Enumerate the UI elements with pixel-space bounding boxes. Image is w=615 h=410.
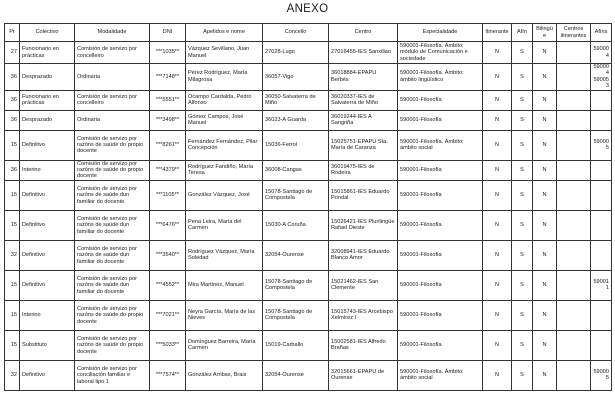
cell-dni: ***8261** (150, 130, 186, 160)
table-row (5, 240, 612, 270)
cell-concello: 36008-Cangas (263, 160, 329, 180)
cell-pr: 32 (5, 360, 20, 390)
table-row (5, 300, 612, 330)
cell-colectivo: Definitivo (20, 130, 75, 160)
cell-afins (591, 160, 612, 180)
cell-especialidade: 590001-Filosofía. Ámbito: módulo de Comunicación e sociedade (398, 42, 483, 64)
cell-apelidos-nome: Domínguez Barreira, María Carmen (186, 330, 263, 360)
header-afins: Afíns (591, 24, 612, 42)
cell-colectivo: Interino (20, 160, 75, 180)
cell-centros-itinerantes (557, 360, 591, 390)
cell-afin: S (512, 160, 533, 180)
cell-bilingue: N (533, 42, 557, 64)
cell-centros-itinerantes (557, 210, 591, 240)
cell-colectivo: Funcionario en prácticas (20, 90, 75, 110)
cell-afins (591, 300, 612, 330)
cell-colectivo: Definitivo (20, 360, 75, 390)
cell-centro: 15025751-EPAPU Sta. María de Caranza (329, 130, 398, 160)
cell-pr: 32 (5, 240, 20, 270)
header-afin: Afín (512, 24, 533, 42)
cell-dni: ***7021** (150, 300, 186, 330)
cell-modalidade: Comisión de servizo por razóns de saúde do propio docente (75, 160, 150, 180)
cell-bilingue: N (533, 90, 557, 110)
cell-itinerante: N (483, 300, 512, 330)
header-modalidade: Modalidade (75, 24, 150, 42)
cell-centro: 36020337-IES de Salvaterra de Miño (329, 90, 398, 110)
cell-modalidade: Comisión de servizo por razóns de saúde dun familiar do docente (75, 210, 150, 240)
cell-afins (591, 210, 612, 240)
cell-especialidade: 590001-Filosofía. Ámbito: ámbito social (398, 130, 483, 160)
cell-pr: 15 (5, 130, 20, 160)
cell-dni: ***5033** (150, 330, 186, 360)
cell-afin: S (512, 110, 533, 130)
cell-apelidos-nome: Pena Leira, María del Carmen (186, 210, 263, 240)
header-centros-itinerantes: Centros itinerantes (557, 24, 591, 42)
cell-colectivo: Desprazado (20, 110, 75, 130)
cell-especialidade: 590001-Filosofía (398, 210, 483, 240)
table-row (5, 270, 612, 300)
cell-especialidade: 590001-Filosofía (398, 90, 483, 110)
cell-concello: 15030-A Coruña (263, 210, 329, 240)
cell-colectivo: Substituto (20, 330, 75, 360)
cell-concello: 15078-Santiago de Compostela (263, 300, 329, 330)
cell-afin: S (512, 210, 533, 240)
cell-itinerante: N (483, 210, 512, 240)
cell-especialidade: 590001-Filosofía. Ámbito: ámbito social (398, 360, 483, 390)
cell-centro: 36018884-EPAPU Berbés (329, 64, 398, 91)
cell-colectivo: Desprazado (20, 64, 75, 91)
cell-apelidos-nome: Rodríguez Vázquez, María Soledad (186, 240, 263, 270)
cell-centro: 15021462-IES San Clemente (329, 270, 398, 300)
cell-especialidade: 590001-Filosofía (398, 160, 483, 180)
cell-modalidade: Comisión de servizo por concelleiro (75, 42, 150, 64)
cell-bilingue: N (533, 330, 557, 360)
cell-itinerante: N (483, 270, 512, 300)
cell-dni: ***1105** (150, 180, 186, 210)
cell-apelidos-nome: Mira Martínez, Manuel (186, 270, 263, 300)
page-title: ANEXO (286, 3, 329, 15)
cell-pr: 15 (5, 180, 20, 210)
cell-centros-itinerantes (557, 180, 591, 210)
cell-apelidos-nome: Ocampo Cardalda, Pedro Alfonso (186, 90, 263, 110)
cell-concello: 15078-Santiago de Compostela (263, 180, 329, 210)
cell-afin: S (512, 64, 533, 91)
table-header-row (5, 24, 612, 42)
cell-dni: ***5551** (150, 90, 186, 110)
cell-modalidade: Comisión de servizo por razóns de saúde dun familiar do docente (75, 180, 150, 210)
cell-apelidos-nome: González Vázquez, José (186, 180, 263, 210)
cell-centros-itinerantes (557, 300, 591, 330)
cell-afin: S (512, 240, 533, 270)
cell-centro: 36019244-IES A Sangriña (329, 110, 398, 130)
cell-colectivo: Interino (20, 300, 75, 330)
cell-itinerante: N (483, 130, 512, 160)
cell-apelidos-nome: González Arribas, Brais (186, 360, 263, 390)
header-apelidos-nome: Apelidos e nome (186, 24, 263, 42)
cell-apelidos-nome: Gómez Campos, José Manuel (186, 110, 263, 130)
cell-pr: 36 (5, 64, 20, 91)
cell-dni: ***3498** (150, 110, 186, 130)
cell-afin: S (512, 90, 533, 110)
cell-centros-itinerantes (557, 270, 591, 300)
header-pr: Pr (5, 24, 20, 42)
cell-afin: S (512, 180, 533, 210)
cell-dni: ***4552** (150, 270, 186, 300)
cell-bilingue: N (533, 180, 557, 210)
table-row (5, 42, 612, 64)
cell-concello: 36057-Vigo (263, 64, 329, 91)
cell-itinerante: N (483, 90, 512, 110)
table-row (5, 360, 612, 390)
cell-pr: 15 (5, 210, 20, 240)
table-row (5, 130, 612, 160)
cell-dni: ***1035** (150, 42, 186, 64)
cell-centros-itinerantes (557, 42, 591, 64)
cell-afin: S (512, 330, 533, 360)
table-row (5, 160, 612, 180)
cell-modalidade: Ordinaria (75, 64, 150, 91)
cell-dni: ***7574** (150, 360, 186, 390)
cell-colectivo: Definitivo (20, 210, 75, 240)
cell-modalidade: Comisión de servizo por razóns de saúde dun familiar do docente (75, 240, 150, 270)
cell-afin: S (512, 270, 533, 300)
cell-itinerante: N (483, 64, 512, 91)
cell-centro: 15002581-IES Alfredo Brañas (329, 330, 398, 360)
cell-centros-itinerantes (557, 130, 591, 160)
cell-centro: 15015743-IES Arcebispo Xelmírez I (329, 300, 398, 330)
cell-modalidade: Comisión de servizo por concelleiro (75, 90, 150, 110)
cell-colectivo: Definitivo (20, 240, 75, 270)
cell-itinerante: N (483, 110, 512, 130)
header-bilingue: Bilingüe (533, 24, 557, 42)
table-row (5, 90, 612, 110)
cell-afins: 590004 590053 (591, 64, 612, 91)
cell-concello: 27028-Lugo (263, 42, 329, 64)
cell-especialidade: 590001-Filosofía (398, 180, 483, 210)
cell-afins: 590005 (591, 130, 612, 160)
table-row (5, 180, 612, 210)
cell-afin: S (512, 360, 533, 390)
cell-concello: 32054-Ourense (263, 240, 329, 270)
cell-concello: 15078-Santiago de Compostela (263, 270, 329, 300)
cell-centros-itinerantes (557, 64, 591, 91)
cell-pr: 36 (5, 90, 20, 110)
cell-afins (591, 90, 612, 110)
cell-itinerante: N (483, 240, 512, 270)
cell-dni: ***4379** (150, 160, 186, 180)
cell-afins (591, 180, 612, 210)
cell-apelidos-nome: Fernández Fernández, Pilar Concepción (186, 130, 263, 160)
cell-especialidade: 590001-Filosofía (398, 300, 483, 330)
cell-concello: 36023-A Guarda (263, 110, 329, 130)
cell-especialidade: 590001-Filosofía (398, 330, 483, 360)
cell-afin: S (512, 130, 533, 160)
cell-afins (591, 110, 612, 130)
table-body (5, 42, 612, 391)
header-itinerante: Itinerante (483, 24, 512, 42)
cell-concello: 36050-Salvaterra de Miño (263, 90, 329, 110)
cell-centros-itinerantes (557, 160, 591, 180)
cell-centro: 15026421-IES Plurilingüe Rafael Dieste (329, 210, 398, 240)
cell-colectivo: Definitivo (20, 180, 75, 210)
cell-centros-itinerantes (557, 330, 591, 360)
cell-especialidade: 590001-Filosofía (398, 270, 483, 300)
cell-pr: 36 (5, 160, 20, 180)
cell-concello: 32054-Ourense (263, 360, 329, 390)
cell-pr: 36 (5, 110, 20, 130)
cell-afins (591, 240, 612, 270)
cell-concello: 15019-Carballo (263, 330, 329, 360)
cell-apelidos-nome: Vázquez Sevillano, Juan Manuel (186, 42, 263, 64)
cell-afins: 590004 (591, 42, 612, 64)
cell-bilingue: N (533, 130, 557, 160)
cell-centros-itinerantes (557, 240, 591, 270)
cell-apelidos-nome: Pérez Rodríguez, María Milagrosa (186, 64, 263, 91)
header-colectivo: Colectivo (20, 24, 75, 42)
cell-bilingue: N (533, 64, 557, 91)
cell-afins: 590011 (591, 270, 612, 300)
cell-centros-itinerantes (557, 110, 591, 130)
table-row (5, 210, 612, 240)
cell-bilingue: N (533, 270, 557, 300)
cell-afin: S (512, 42, 533, 64)
cell-dni: ***7148** (150, 64, 186, 91)
cell-itinerante: N (483, 360, 512, 390)
cell-colectivo: Funcionario en prácticas (20, 42, 75, 64)
cell-modalidade: Comisión de servizo por conciliación familiar e laboral tipo 1 (75, 360, 150, 390)
cell-itinerante: N (483, 330, 512, 360)
cell-concello: 15036-Ferrol (263, 130, 329, 160)
cell-bilingue: N (533, 110, 557, 130)
header-dni: DNI (150, 24, 186, 42)
cell-pr: 27 (5, 42, 20, 64)
cell-centro: 36019475-IES de Rodeira (329, 160, 398, 180)
table-row (5, 64, 612, 91)
cell-itinerante: N (483, 160, 512, 180)
cell-dni: ***3540** (150, 240, 186, 270)
cell-itinerante: N (483, 42, 512, 64)
cell-afins (591, 330, 612, 360)
cell-especialidade: 590001-Filosofía (398, 110, 483, 130)
cell-modalidade: Comisión de servizo por razóns de saúde dun familiar do docente (75, 270, 150, 300)
cell-afin: S (512, 300, 533, 330)
cell-pr: 15 (5, 330, 20, 360)
cell-bilingue: N (533, 240, 557, 270)
cell-apelidos-nome: Neyra García, María de las Nieves (186, 300, 263, 330)
cell-apelidos-nome: Rodríguez Fandiño, María Teresa (186, 160, 263, 180)
cell-bilingue: N (533, 160, 557, 180)
table-row (5, 330, 612, 360)
cell-bilingue: N (533, 210, 557, 240)
header-especialidade: Especialidade (398, 24, 483, 42)
header-centro: Centro (329, 24, 398, 42)
cell-especialidade: 590001-Filosofía. Ámbito: ámbito lingüístico (398, 64, 483, 91)
cell-centro: 27016455-IES Sanxillao (329, 42, 398, 64)
cell-pr: 15 (5, 300, 20, 330)
cell-especialidade: 590001-Filosofía (398, 240, 483, 270)
cell-centro: 32015661-EPAPU de Ourense (329, 360, 398, 390)
cell-itinerante: N (483, 180, 512, 210)
cell-afins: 590005 (591, 360, 612, 390)
cell-centro: 15015861-IES Eduardo Pondal (329, 180, 398, 210)
cell-modalidade: Ordinaria (75, 110, 150, 130)
cell-pr: 15 (5, 270, 20, 300)
cell-modalidade: Comisión de servizo por razóns de saúde do propio docente (75, 330, 150, 360)
cell-bilingue: N (533, 300, 557, 330)
table-row (5, 110, 612, 130)
cell-modalidade: Comisión de servizo por razóns de saúde do propio docente (75, 130, 150, 160)
annex-table (4, 23, 612, 391)
cell-centro: 32008941-IES Eduardo Blanco Amor (329, 240, 398, 270)
cell-modalidade: Comisión de servizo por razóns de saúde do propio docente (75, 300, 150, 330)
cell-centros-itinerantes (557, 90, 591, 110)
cell-colectivo: Definitivo (20, 270, 75, 300)
cell-bilingue: N (533, 360, 557, 390)
cell-dni: ***6476** (150, 210, 186, 240)
header-concello: Concello (263, 24, 329, 42)
